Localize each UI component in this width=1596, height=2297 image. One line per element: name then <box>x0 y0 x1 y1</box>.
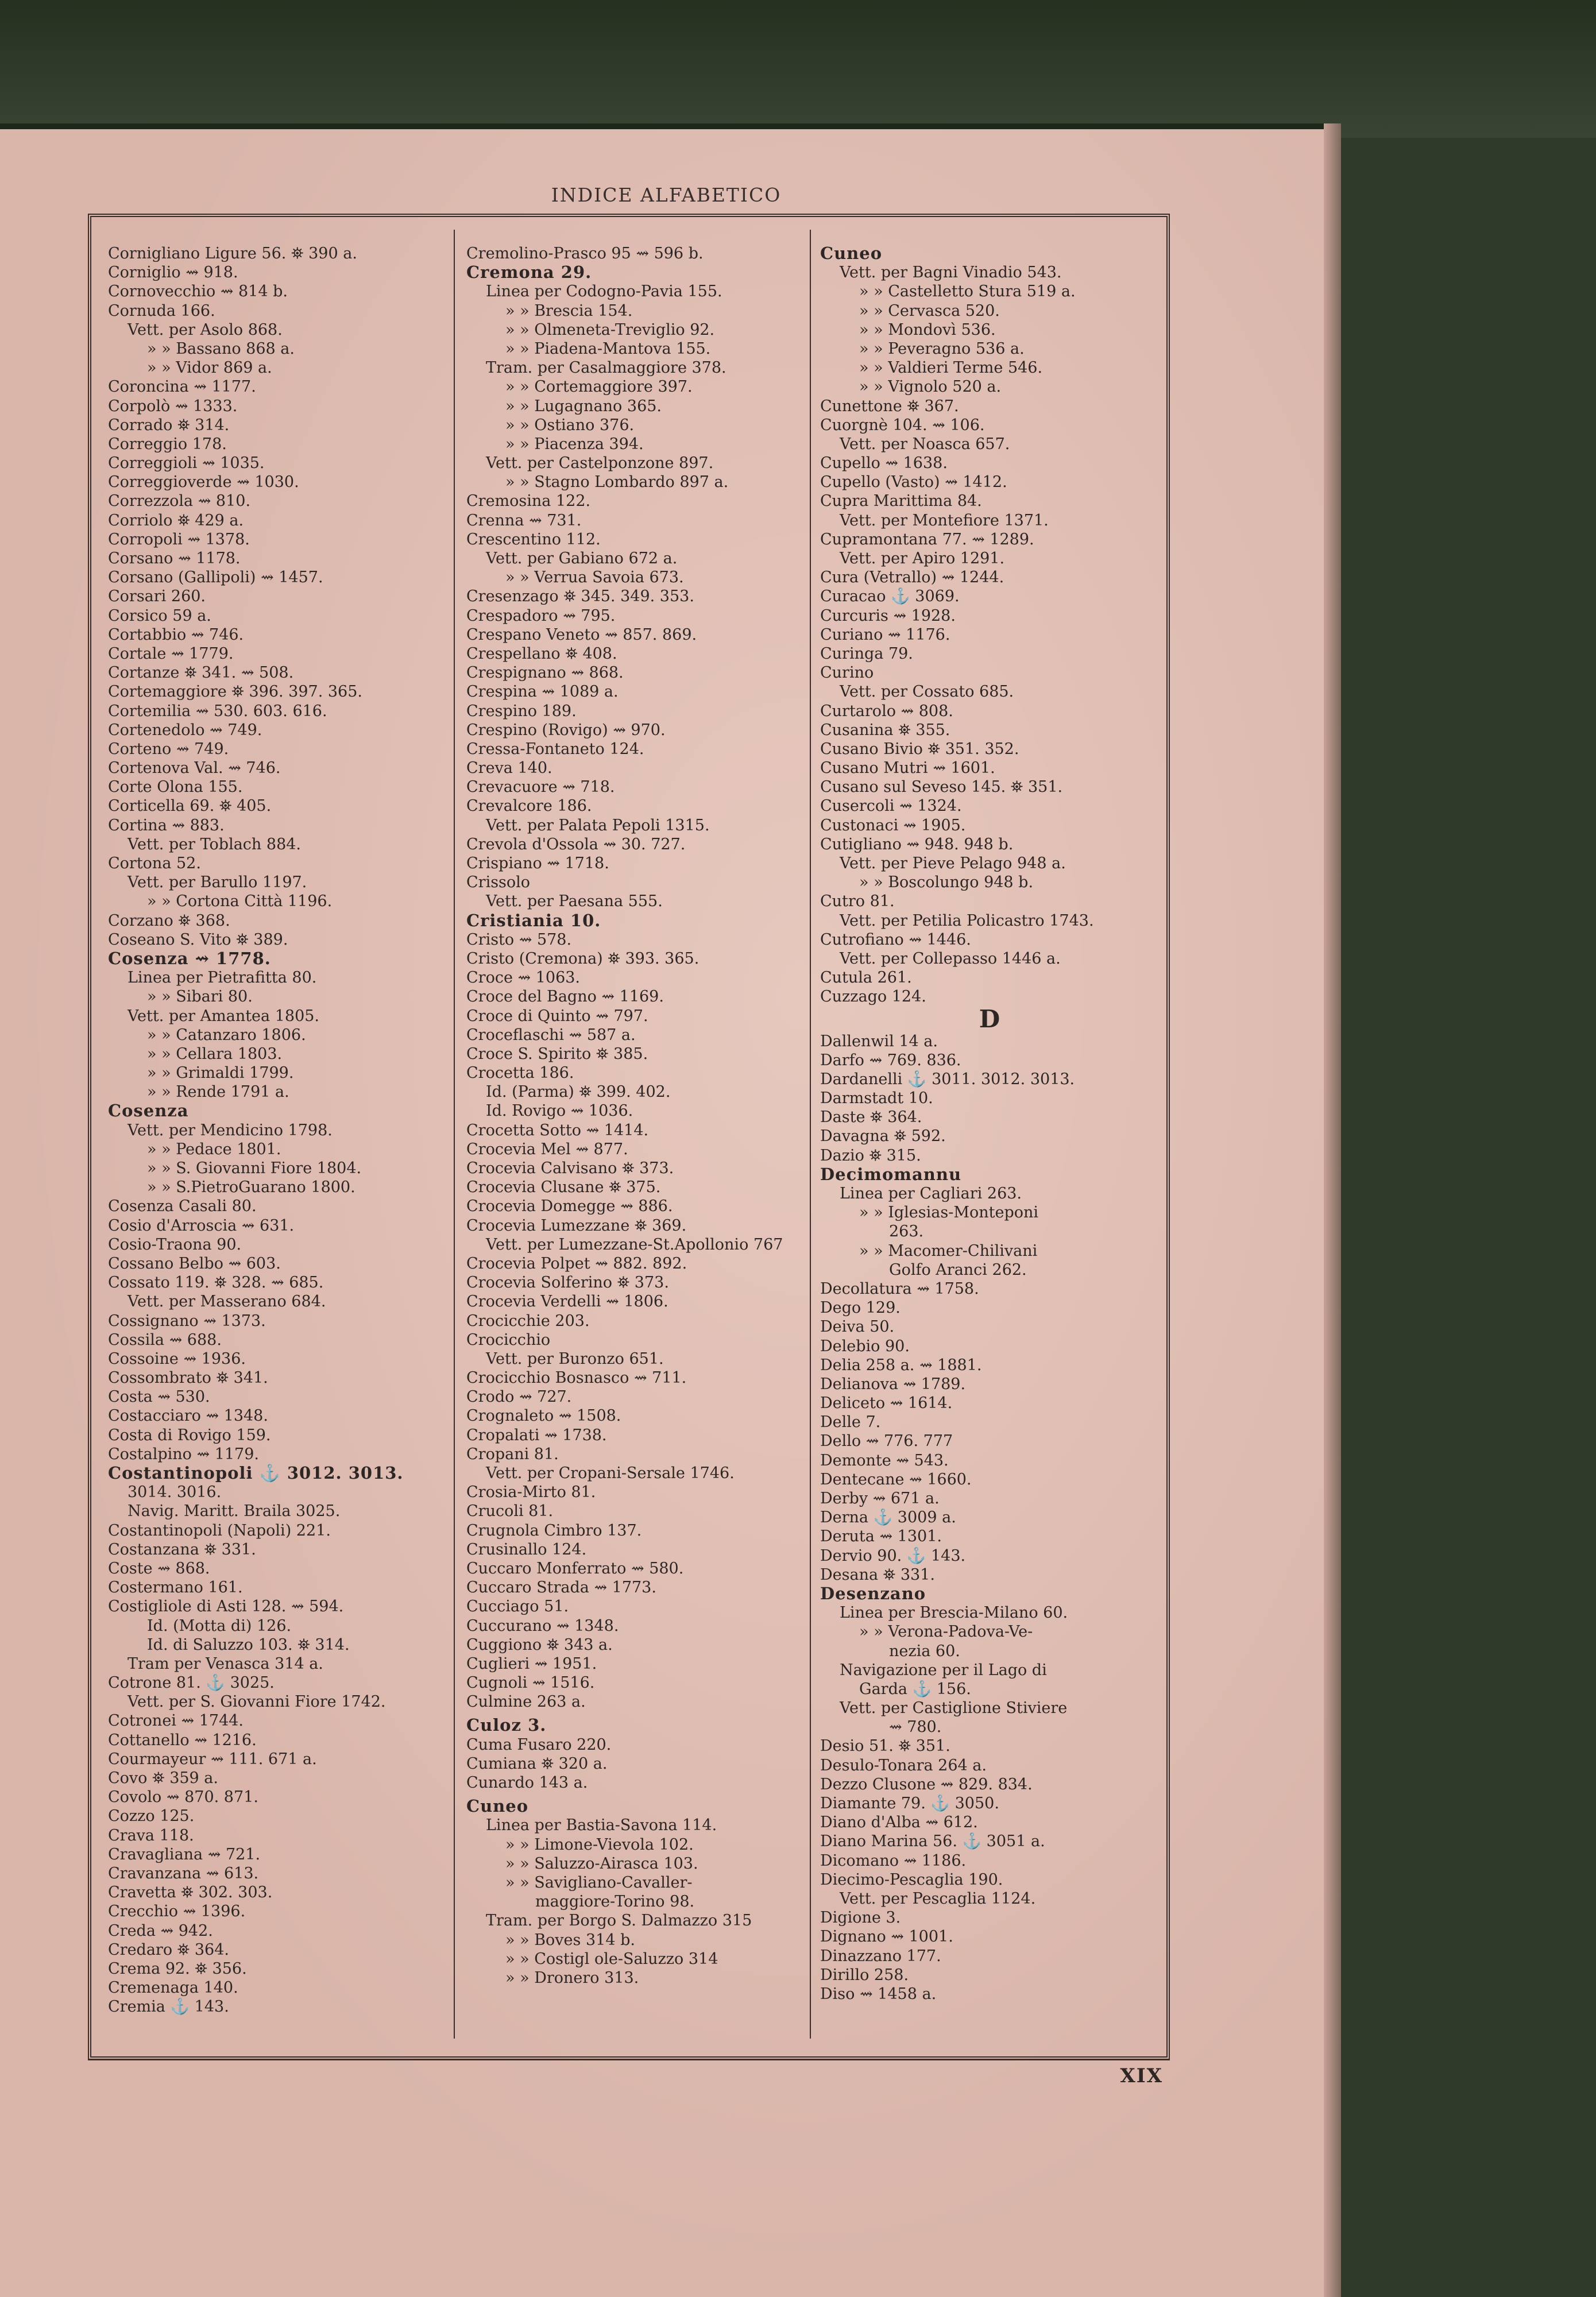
index-entry: Crodo ⇝ 727. <box>466 1388 572 1406</box>
index-entry: Cuma Fusaro 220. <box>466 1735 612 1754</box>
index-entry: Cossignano ⇝ 1373. <box>108 1312 266 1330</box>
index-heading: Costantinopoli ⚓ 3012. 3013. <box>108 1464 404 1483</box>
index-entry: Diecimo-Pescaglia 190. <box>820 1870 1003 1889</box>
index-entry: » » Cortona Città 1196. <box>147 892 333 911</box>
index-entry: Correzzola ⇝ 810. <box>108 492 251 511</box>
index-entry: Correggioverde ⇝ 1030. <box>108 473 299 492</box>
index-entry: Cremolino-Prasco 95 ⇝ 596 b. <box>466 245 704 262</box>
index-entry: Crespino (Rovigo) ⇝ 970. <box>466 721 666 739</box>
index-entry: Crucoli 81. <box>466 1502 554 1521</box>
index-entry: Cupello (Vasto) ⇝ 1412. <box>820 473 1007 492</box>
index-entry: Cremenaga 140. <box>108 1979 238 1997</box>
index-entry: Crema 92. ⛯ 356. <box>108 1959 247 1978</box>
index-entry: Credaro ⛯ 364. <box>108 1940 229 1959</box>
index-entry: Cravetta ⛯ 302. 303. <box>108 1884 273 1902</box>
index-entry: Daste ⛯ 364. <box>820 1108 922 1127</box>
index-entry: Dezzo Clusone ⇝ 829. 834. <box>820 1775 1033 1793</box>
index-entry: » » Boscolungo 948 b. <box>859 873 1034 892</box>
index-entry: Vett. per Mendicino 1798. <box>127 1121 333 1139</box>
index-entry: » » Mondovì 536. <box>859 320 996 339</box>
index-entry: Cortale ⇝ 1779. <box>108 644 234 663</box>
index-entry: Dicomano ⇝ 1186. <box>820 1851 967 1870</box>
index-entry: Coroncina ⇝ 1177. <box>108 378 256 396</box>
index-entry: Cusano Mutri ⇝ 1601. <box>820 759 995 778</box>
index-entry: Darmstadt 10. <box>820 1089 933 1108</box>
index-entry: Curino <box>820 664 874 682</box>
index-entry: Cusano sul Seveso 145. ⛯ 351. <box>820 778 1063 796</box>
index-entry: Crognaleto ⇝ 1508. <box>466 1407 621 1425</box>
index-entry: nezia 60. <box>889 1642 960 1660</box>
index-entry: Delle 7. <box>820 1413 881 1432</box>
index-entry: Crissolo <box>466 873 531 892</box>
index-entry: Crava 118. <box>108 1826 194 1844</box>
index-entry: » » Stagno Lombardo 897 a. <box>505 473 729 492</box>
index-entry: Vett. per Pieve Pelago 948 a. <box>840 854 1066 872</box>
index-entry: Cortanze ⛯ 341. ⇝ 508. <box>108 664 294 682</box>
index-entry: Corsari 260. <box>108 587 206 606</box>
index-entry: » » Valdieri Terme 546. <box>859 359 1043 377</box>
index-entry: Corriolo ⛯ 429 a. <box>108 511 244 529</box>
index-entry: » » Vidor 869 a. <box>147 359 272 377</box>
index-entry: Crocicchio Bosnasco ⇝ 711. <box>466 1369 687 1387</box>
index-entry: Cotronei ⇝ 1744. <box>108 1712 244 1730</box>
index-entry: » » S. Giovanni Fiore 1804. <box>147 1159 362 1177</box>
index-entry: Creda ⇝ 942. <box>108 1921 213 1940</box>
index-entry: Cravagliana ⇝ 721. <box>108 1845 261 1863</box>
index-entry: Dignano ⇝ 1001. <box>820 1928 953 1946</box>
index-entry: Deruta ⇝ 1301. <box>820 1528 942 1546</box>
index-entry: Vett. per Gabiano 672 a. <box>486 550 678 567</box>
index-entry: Delia 258 a. ⇝ 1881. <box>820 1356 982 1374</box>
index-entry: Vett. per Cossato 685. <box>840 683 1014 701</box>
index-entry <box>466 1711 802 1716</box>
index-entry: Crenna ⇝ 731. <box>466 511 582 529</box>
index-entry: » » Lugagnano 365. <box>505 397 662 415</box>
index-entry: Cottanello ⇝ 1216. <box>108 1731 257 1749</box>
index-entry: Tram. per Borgo S. Dalmazzo 315 <box>486 1912 752 1930</box>
index-entry: Decollatura ⇝ 1758. <box>820 1279 979 1298</box>
index-entry: Digione 3. <box>820 1909 901 1927</box>
index-entry: Crespadoro ⇝ 795. <box>466 606 616 625</box>
index-entry: Cumiana ⛯ 320 a. <box>466 1754 608 1773</box>
index-entry: Vett. per Apiro 1291. <box>840 550 1005 567</box>
index-entry: Crocevia Calvisano ⛯ 373. <box>466 1159 674 1177</box>
index-entry: Vett. per Paesana 555. <box>486 892 663 911</box>
index-column-3 <box>820 244 1159 2041</box>
index-entry: Diano Marina 56. ⚓ 3051 a. <box>820 1832 1045 1851</box>
index-heading: Cuneo <box>466 1797 529 1816</box>
index-entry: » » Limone-Vievola 102. <box>505 1835 694 1854</box>
index-entry: Cossano Belbo ⇝ 603. <box>108 1254 281 1273</box>
index-entry: » » Cervasca 520. <box>859 301 1000 320</box>
index-entry: Culmine 263 a. <box>466 1693 586 1711</box>
index-entry: Vett. per Palata Pepoli 1315. <box>486 816 710 834</box>
index-entry: Cutula 261. <box>820 969 912 987</box>
index-entry: Cusanina ⛯ 355. <box>820 721 950 739</box>
index-entry: Corropoli ⇝ 1378. <box>108 530 250 548</box>
index-entry: Crocetta Sotto ⇝ 1414. <box>466 1121 649 1139</box>
index-entry: Cura (Vetrallo) ⇝ 1244. <box>820 569 1004 587</box>
index-entry: Crocicchie 203. <box>466 1312 590 1330</box>
index-entry: Coste ⇝ 868. <box>108 1559 210 1577</box>
index-entry: » » Savigliano-Cavaller- <box>505 1873 693 1892</box>
index-entry: Cossoine ⇝ 1936. <box>108 1349 246 1368</box>
index-entry: Vett. per Toblach 884. <box>127 835 302 853</box>
index-entry: Crespignano ⇝ 868. <box>466 664 624 682</box>
index-entry: Vett. per Asolo 868. <box>127 320 283 339</box>
index-entry: Diamante 79. ⚓ 3050. <box>820 1795 999 1812</box>
index-entry: Cortabbio ⇝ 746. <box>108 625 244 644</box>
index-entry: Vett. per Barullo 1197. <box>127 873 307 892</box>
index-entry: Custonaci ⇝ 1905. <box>820 816 966 834</box>
index-entry: Cunardo 143 a. <box>466 1774 588 1792</box>
index-entry: Costantinopoli (Napoli) 221. <box>108 1521 331 1540</box>
background-dark-surface <box>0 0 1596 138</box>
page-number: XIX <box>1120 2064 1163 2087</box>
index-entry: » » Pedace 1801. <box>147 1140 281 1158</box>
index-entry: Derna ⚓ 3009 a. <box>820 1509 956 1527</box>
index-entry: Dentecane ⇝ 1660. <box>820 1470 972 1488</box>
index-entry: Demonte ⇝ 543. <box>820 1451 949 1470</box>
index-entry: Delianova ⇝ 1789. <box>820 1375 966 1393</box>
index-entry: Corteno ⇝ 749. <box>108 740 229 758</box>
index-entry: Garda ⚓ 156. <box>859 1680 971 1698</box>
index-entry: Cornuda 166. <box>108 301 215 320</box>
index-entry: Linea per Brescia-Milano 60. <box>840 1604 1068 1622</box>
index-entry: Diso ⇝ 1458 a. <box>820 1985 937 2003</box>
index-entry: » » Vignolo 520 a. <box>859 378 1002 396</box>
section-letter: D <box>979 1006 1000 1032</box>
index-column-2 <box>466 244 802 2041</box>
index-entry: Cravanzana ⇝ 613. <box>108 1864 259 1882</box>
index-entry: Curinga 79. <box>820 644 913 663</box>
index-entry: Corzano ⛯ 368. <box>108 911 230 930</box>
index-entry: Cressa-Fontaneto 124. <box>466 740 644 758</box>
index-entry: Cupello ⇝ 1638. <box>820 454 948 473</box>
index-entry: Cortenedolo ⇝ 749. <box>108 721 262 739</box>
index-entry: Linea per Bastia-Savona 114. <box>486 1816 717 1835</box>
index-entry: » » Bassano 868 a. <box>147 339 295 358</box>
index-entry: Creva 140. <box>466 759 552 778</box>
index-entry: Vett. per Montefiore 1371. <box>840 511 1049 529</box>
index-entry: Courmayeur ⇝ 111. 671 a. <box>108 1750 317 1768</box>
index-entry: Cossombrato ⛯ 341. <box>108 1369 268 1387</box>
index-entry: 3014. 3016. <box>127 1483 222 1502</box>
index-entry: » » Sibari 80. <box>147 988 253 1006</box>
index-entry: Crocicchio <box>466 1331 551 1349</box>
index-entry: Costermano 161. <box>108 1579 243 1597</box>
index-entry: Vett. per Bagni Vinadio 543. <box>840 264 1062 282</box>
index-entry: Dazio ⛯ 315. <box>820 1146 921 1165</box>
index-entry: » » Ostiano 376. <box>505 416 635 434</box>
index-entry: Vett. per Cropani-Sersale 1746. <box>486 1464 735 1482</box>
index-entry: Vett. per Masserano 684. <box>127 1293 326 1311</box>
index-entry: Id. di Saluzzo 103. ⛯ 314. <box>147 1635 350 1654</box>
index-entry: Dirillo 258. <box>820 1966 909 1984</box>
index-entry: Dardanelli ⚓ 3011. 3012. 3013. <box>820 1070 1075 1088</box>
index-entry: Navig. Maritt. Braila 3025. <box>127 1502 341 1521</box>
index-entry: Cuorgnè 104. ⇝ 106. <box>820 416 985 434</box>
index-entry: Cuglieri ⇝ 1951. <box>466 1654 597 1673</box>
index-entry: Diano d'Alba ⇝ 612. <box>820 1813 978 1832</box>
index-entry: Curtarolo ⇝ 808. <box>820 702 953 720</box>
index-entry: Linea per Cagliari 263. <box>840 1185 1022 1202</box>
index-entry: Cropani 81. <box>466 1445 559 1463</box>
index-entry: Crespano Veneto ⇝ 857. 869. <box>466 625 697 644</box>
index-entry: ⇝ 780. <box>889 1718 942 1737</box>
index-entry: Cupramontana 77. ⇝ 1289. <box>820 530 1034 548</box>
index-entry: » » Cortemaggiore 397. <box>505 378 693 396</box>
index-entry: » » S.PietroGuarano 1800. <box>147 1178 355 1197</box>
index-entry: Cremia ⚓ 143. <box>108 1998 229 2016</box>
index-heading: Cristiania 10. <box>466 911 601 930</box>
index-entry: Cuccurano ⇝ 1348. <box>466 1617 619 1635</box>
index-entry: Curacao ⚓ 3069. <box>820 587 960 606</box>
index-entry: Cuzzago 124. <box>820 988 926 1006</box>
index-entry: Vett. per Castelponzone 897. <box>486 454 714 473</box>
column-rule <box>810 230 811 2039</box>
index-heading: Decimomannu <box>820 1165 962 1184</box>
index-heading: Cosenza <box>108 1101 189 1121</box>
index-entry: Cortemaggiore ⛯ 396. 397. 365. <box>108 683 362 701</box>
index-entry: Cossato 119. ⛯ 328. ⇝ 685. <box>108 1274 324 1292</box>
index-entry: Coseano S. Vito ⛯ 389. <box>108 930 288 949</box>
index-entry: Cusercoli ⇝ 1324. <box>820 797 962 815</box>
index-entry: » » Boves 314 b. <box>505 1931 635 1949</box>
index-entry: Desulo-Tonara 264 a. <box>820 1756 987 1774</box>
index-entry: Crocevia Polpet ⇝ 882. 892. <box>466 1254 687 1273</box>
index-entry: Correggioli ⇝ 1035. <box>108 454 265 473</box>
index-entry: Cosio-Traona 90. <box>108 1235 242 1254</box>
index-entry: Crespina ⇝ 1089 a. <box>466 683 619 701</box>
index-entry: Deiva 50. <box>820 1318 895 1336</box>
index-entry: 263. <box>889 1223 924 1241</box>
index-entry: Crocevia Verdelli ⇝ 1806. <box>466 1293 668 1311</box>
index-entry: Cortemilia ⇝ 530. 603. 616. <box>108 702 327 720</box>
index-entry: Cuccaro Monferrato ⇝ 580. <box>466 1559 684 1577</box>
page-edge <box>1324 123 1341 2297</box>
index-entry: Corrado ⛯ 314. <box>108 416 230 434</box>
index-entry: Covolo ⇝ 870. 871. <box>108 1788 258 1807</box>
index-entry: Crosia-Mirto 81. <box>466 1483 596 1502</box>
index-entry: Crevola d'Ossola ⇝ 30. 727. <box>466 835 686 853</box>
index-entry: Corsico 59 a. <box>108 606 211 625</box>
index-entry: Dervio 90. ⚓ 143. <box>820 1546 966 1565</box>
index-entry: Cutro 81. <box>820 892 895 911</box>
index-entry: Corniglio ⇝ 918. <box>108 264 238 282</box>
index-entry: Cresenzago ⛯ 345. 349. 353. <box>466 587 694 606</box>
index-entry: » » Verrua Savoia 673. <box>505 569 684 587</box>
index-entry: Crescentino 112. <box>466 530 601 548</box>
index-heading: Cosenza ⇝ 1778. <box>108 949 271 968</box>
index-entry: » » Olmeneta-Treviglio 92. <box>505 320 715 339</box>
index-entry: » » Peveragno 536 a. <box>859 339 1025 358</box>
index-entry: Croceflaschi ⇝ 587 a. <box>466 1026 636 1044</box>
index-entry: Vett. per Lumezzane-St.Apollonio 767 <box>486 1235 783 1254</box>
index-entry: » » Grimaldi 1799. <box>147 1064 294 1082</box>
index-entry: Navigazione per il Lago di <box>840 1661 1047 1679</box>
index-entry: Crocevia Solferino ⛯ 373. <box>466 1274 669 1292</box>
index-entry: Cuggiono ⛯ 343 a. <box>466 1635 613 1654</box>
index-entry: Cupra Marittima 84. <box>820 492 982 511</box>
index-entry: Darfo ⇝ 769. 836. <box>820 1051 961 1069</box>
index-entry: Croce di Quinto ⇝ 797. <box>466 1007 648 1025</box>
index-entry: Covo ⛯ 359 a. <box>108 1769 218 1787</box>
index-entry: Cossila ⇝ 688. <box>108 1331 222 1349</box>
index-entry: Crocevia Lumezzane ⛯ 369. <box>466 1216 687 1235</box>
index-heading: Culoz 3. <box>466 1716 547 1735</box>
index-entry: Desio 51. ⛯ 351. <box>820 1737 950 1755</box>
index-column-1 <box>108 244 447 2041</box>
index-entry: Crugnola Cimbro 137. <box>466 1521 642 1540</box>
index-entry: Vett. per Noasca 657. <box>840 435 1010 453</box>
index-entry: Cotrone 81. ⚓ 3025. <box>108 1674 275 1692</box>
index-entry: Vett. per S. Giovanni Fiore 1742. <box>127 1693 386 1711</box>
index-entry: Linea per Pietrafitta 80. <box>127 969 317 987</box>
index-entry: Cosio d'Arroscia ⇝ 631. <box>108 1216 295 1235</box>
index-entry: Desana ⛯ 331. <box>820 1565 935 1584</box>
index-entry: Crocetta 186. <box>466 1064 574 1082</box>
index-entry: Corpolò ⇝ 1333. <box>108 397 238 415</box>
index-entry: Crusinallo 124. <box>466 1540 587 1559</box>
index-entry: Corte Olona 155. <box>108 778 243 796</box>
index-entry: Dallenwil 14 a. <box>820 1032 938 1050</box>
index-entry: Vett. per Buronzo 651. <box>486 1349 664 1368</box>
index-entry: » » Catanzaro 1806. <box>147 1026 306 1044</box>
index-entry: Croce ⇝ 1063. <box>466 969 581 987</box>
index-entry: Cortenova Val. ⇝ 746. <box>108 759 281 778</box>
index-entry: » » Brescia 154. <box>505 301 633 320</box>
index-heading: Desenzano <box>820 1584 926 1603</box>
index-entry: » » Macomer-Chilivani <box>859 1242 1038 1260</box>
index-entry: Vett. per Collepasso 1446 a. <box>840 949 1061 968</box>
index-entry: Cornigliano Ligure 56. ⛯ 390 a. <box>108 245 357 262</box>
index-entry: Cusano Bivio ⛯ 351. 352. <box>820 740 1019 758</box>
index-entry: Corsano ⇝ 1178. <box>108 550 241 567</box>
index-entry: Deliceto ⇝ 1614. <box>820 1394 953 1413</box>
index-entry: Crocevia Domegge ⇝ 886. <box>466 1197 673 1216</box>
index-entry: Costa ⇝ 530. <box>108 1388 210 1406</box>
index-entry: Crespellano ⛯ 408. <box>466 644 617 663</box>
index-entry: » » Piacenza 394. <box>505 435 644 453</box>
index-entry: Linea per Codogno-Pavia 155. <box>486 283 722 301</box>
index-entry: » » Saluzzo-Airasca 103. <box>505 1854 698 1873</box>
index-entry: Cunettone ⛯ 367. <box>820 397 959 415</box>
running-head: INDICE ALFABETICO <box>551 184 782 206</box>
index-entry: Corticella 69. ⛯ 405. <box>108 797 272 815</box>
index-entry: Vett. per Petilia Policastro 1743. <box>840 911 1094 930</box>
index-heading: Cuneo <box>820 244 883 263</box>
index-entry: Curcuris ⇝ 1928. <box>820 606 956 625</box>
index-entry: Id. (Parma) ⛯ 399. 402. <box>486 1083 671 1101</box>
index-entry: Correggio 178. <box>108 435 227 453</box>
index-entry <box>466 1792 802 1797</box>
index-entry: Vett. per Castiglione Stiviere <box>840 1699 1068 1718</box>
index-entry: Vett. per Amantea 1805. <box>127 1007 320 1025</box>
index-entry: Tram. per Casalmaggiore 378. <box>486 359 726 377</box>
index-entry: Croce S. Spirito ⛯ 385. <box>466 1045 648 1063</box>
index-entry: Cugnoli ⇝ 1516. <box>466 1674 595 1692</box>
index-entry: » » Costigl ole-Saluzzo 314 <box>505 1950 718 1968</box>
index-entry: Cutrofiano ⇝ 1446. <box>820 930 971 949</box>
index-entry: Cozzo 125. <box>108 1807 195 1826</box>
index-entry: Id. Rovigo ⇝ 1036. <box>486 1102 633 1120</box>
index-entry: Crecchio ⇝ 1396. <box>108 1902 246 1921</box>
index-entry: Crocevia Clusane ⛯ 375. <box>466 1178 661 1197</box>
index-entry: » » Cellara 1803. <box>147 1045 283 1063</box>
index-entry: » » Iglesias-Monteponi <box>859 1204 1039 1222</box>
index-entry: Delebio 90. <box>820 1337 910 1355</box>
index-entry: Cropalati ⇝ 1738. <box>466 1426 607 1444</box>
index-entry: Costanzana ⛯ 331. <box>108 1540 256 1559</box>
index-entry: Costacciaro ⇝ 1348. <box>108 1407 268 1425</box>
index-entry: » » Dronero 313. <box>505 1969 639 1987</box>
index-entry: Crevacuore ⇝ 718. <box>466 778 615 796</box>
index-entry: Tram per Venasca 314 a. <box>127 1654 323 1673</box>
column-rule <box>454 230 455 2039</box>
index-entry: Crespino 189. <box>466 702 577 720</box>
index-entry: Curiano ⇝ 1176. <box>820 625 950 644</box>
index-entry: Corsano (Gallipoli) ⇝ 1457. <box>108 569 323 587</box>
index-heading: Cremona 29. <box>466 263 592 283</box>
index-entry: Cortona 52. <box>108 854 201 872</box>
index-entry: Cornovecchio ⇝ 814 b. <box>108 283 288 301</box>
index-entry: Crocevia Mel ⇝ 877. <box>466 1140 628 1158</box>
index-entry: Dego 129. <box>820 1299 901 1317</box>
index-entry: Cucciago 51. <box>466 1598 569 1616</box>
index-entry: Costa di Rovigo 159. <box>108 1426 271 1444</box>
index-entry: Cristo (Cremona) ⛯ 393. 365. <box>466 949 700 968</box>
index-entry: » » Piadena-Mantova 155. <box>505 339 711 358</box>
footer-rule <box>88 2059 1170 2060</box>
index-entry: Davagna ⛯ 592. <box>820 1127 946 1146</box>
index-entry: Id. (Motta di) 126. <box>147 1617 292 1635</box>
index-entry: Cremosina 122. <box>466 492 591 511</box>
index-entry: Cosenza Casali 80. <box>108 1197 257 1216</box>
index-entry: Costalpino ⇝ 1179. <box>108 1445 259 1463</box>
index-entry: Dinazzano 177. <box>820 1947 941 1965</box>
index-entry: Golfo Aranci 262. <box>889 1260 1027 1279</box>
index-entry: Cristo ⇝ 578. <box>466 930 572 949</box>
index-entry: Crevalcore 186. <box>466 797 592 815</box>
index-entry: » » Castelletto Stura 519 a. <box>859 283 1076 301</box>
index-entry: Cutigliano ⇝ 948. 948 b. <box>820 835 1014 853</box>
index-entry: » » Verona-Padova-Ve- <box>859 1623 1033 1641</box>
index-entry: Vett. per Pescaglia 1124. <box>840 1889 1036 1908</box>
index-entry: Derby ⇝ 671 a. <box>820 1490 940 1507</box>
index-entry: Crispiano ⇝ 1718. <box>466 854 609 872</box>
index-entry: Cuccaro Strada ⇝ 1773. <box>466 1579 656 1597</box>
index-entry: Cortina ⇝ 883. <box>108 816 225 834</box>
index-entry: » » Rende 1791 a. <box>147 1083 289 1101</box>
index-entry: Costigliole di Asti 128. ⇝ 594. <box>108 1598 344 1616</box>
index-entry: Dello ⇝ 776. 777 <box>820 1432 953 1451</box>
index-entry: maggiore-Torino 98. <box>535 1893 695 1911</box>
index-entry: Croce del Bagno ⇝ 1169. <box>466 988 664 1006</box>
